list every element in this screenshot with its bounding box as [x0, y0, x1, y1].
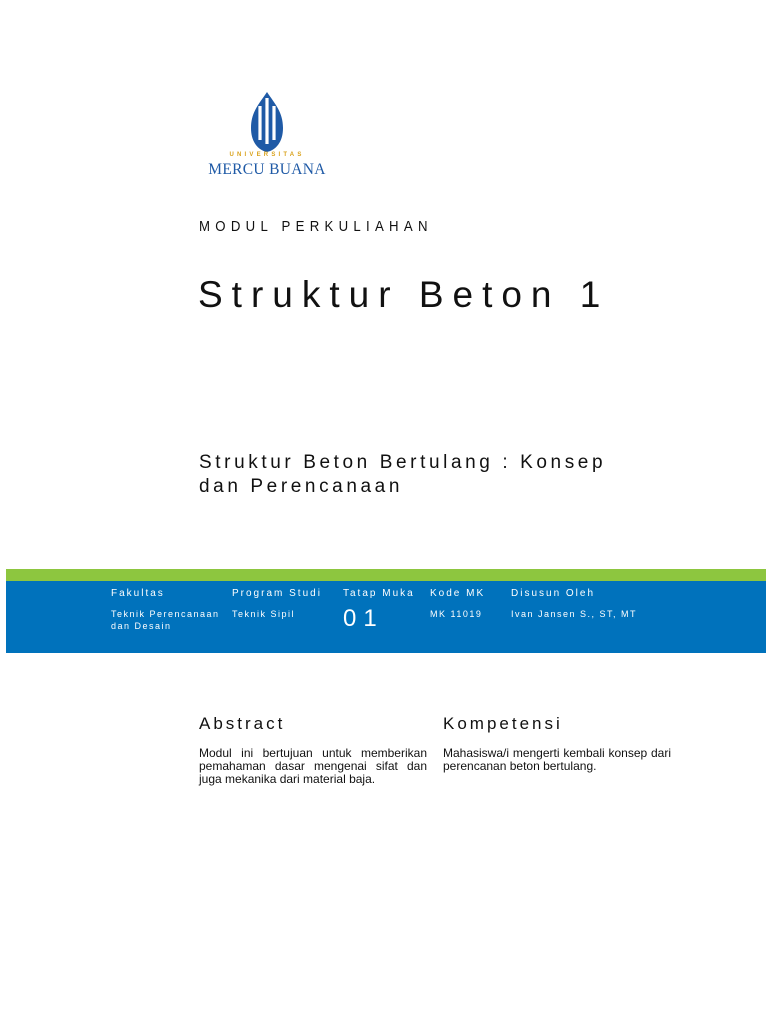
- page-title: Struktur Beton 1: [198, 274, 610, 315]
- disusun-oleh-label: Disusun Oleh: [511, 588, 596, 599]
- university-logo: [197, 86, 337, 196]
- kompetensi-heading: Kompetensi: [443, 714, 563, 733]
- program-studi-label: Program Studi: [232, 588, 322, 599]
- page-subtitle: Struktur Beton Bertulang : Konsep dan Perencanaan: [199, 452, 607, 497]
- abstract-text: Modul ini bertujuan untuk memberikan pemahaman dasar mengenai sifat dan juga mekanika dari material baja.: [199, 746, 427, 786]
- program-studi-column: [232, 588, 332, 620]
- program-studi-value: Teknik Sipil: [232, 609, 296, 619]
- green-accent-bar: [6, 569, 766, 581]
- tatap-muka-value: 01: [343, 605, 384, 632]
- fakultas-column: [111, 588, 221, 632]
- course-info-band: [6, 581, 766, 653]
- kode-mk-value: MK 11019: [430, 609, 483, 619]
- tatap-muka-label: Tatap Muka: [343, 588, 415, 599]
- tatap-muka-column: [343, 588, 423, 633]
- logo-university-name: MERCU BUANA: [208, 161, 326, 178]
- disusun-oleh-column: [511, 588, 651, 620]
- logo-university-word: UNIVERSITAS: [229, 152, 305, 158]
- fakultas-label: Fakultas: [111, 588, 165, 599]
- kompetensi-text: Mahasiswa/i mengerti kembali konsep dari perencanan beton bertulang.: [443, 746, 671, 773]
- fakultas-value: Teknik Perencanaan dan Desain: [111, 609, 220, 631]
- disusun-oleh-value: Ivan Jansen S., ST, MT: [511, 609, 638, 619]
- kode-mk-label: Kode MK: [430, 588, 486, 599]
- module-label: MODUL PERKULIAHAN: [199, 218, 433, 235]
- mercu-buana-emblem-icon: [245, 90, 289, 154]
- kode-mk-column: [430, 588, 505, 620]
- abstract-heading: Abstract: [199, 714, 286, 733]
